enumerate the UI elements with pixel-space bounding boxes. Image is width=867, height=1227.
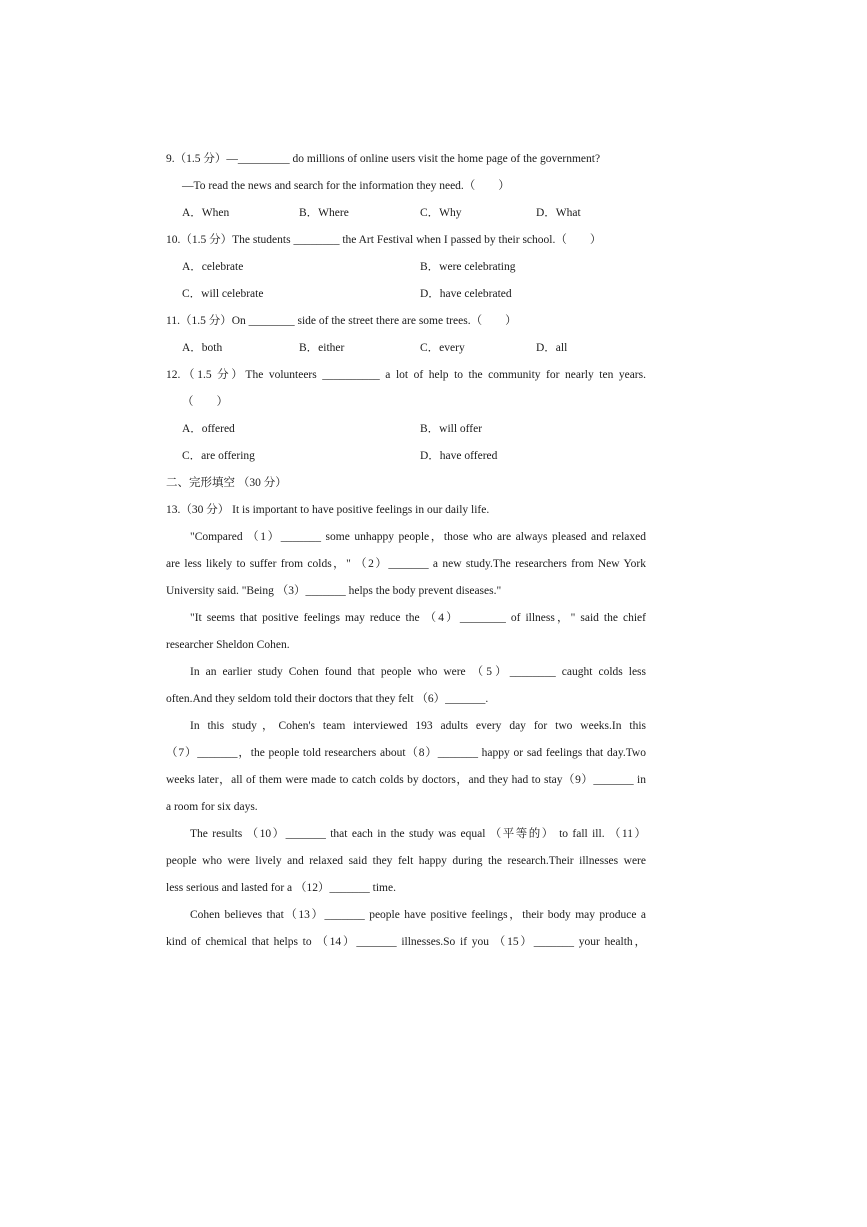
question-11-option-a: A．both — [182, 342, 223, 354]
question-10-option-c: C．will celebrate — [182, 288, 264, 300]
question-11-option-c: C．every — [420, 342, 465, 354]
question-9-option-a: A．When — [182, 207, 230, 219]
cloze-line: less serious and lasted for a （12）_______ time. — [166, 882, 396, 894]
question-9-option-b: B．Where — [299, 207, 349, 219]
cloze-line: Cohen believes that（13）_______ people have positive feelings，their body may produce a — [190, 909, 646, 921]
question-9-answer-line: —To read the news and search for the information they need.（ ） — [182, 180, 510, 192]
question-9-option-c: C．Why — [420, 207, 462, 219]
question-12-option-b: B．will offer — [420, 423, 483, 435]
question-10-option-a: A．celebrate — [182, 261, 244, 273]
question-12-option-a: A．offered — [182, 423, 235, 435]
question-9-stem: 9.（1.5 分）—_________ do millions of online users visit the home page of the government? — [166, 153, 601, 165]
cloze-line: University said. "Being （3）_______ helps the body prevent diseases." — [166, 585, 502, 597]
cloze-line: （7）_______，the people told researchers about（8）_______ happy or sad feelings that day.Two — [166, 747, 646, 759]
cloze-line: In this study，Cohen's team interviewed 193 adults every day for two weeks.In this — [190, 720, 646, 732]
cloze-intro: 13.（30 分） It is important to have positive feelings in our daily life. — [166, 504, 490, 516]
cloze-line: "It seems that positive feelings may reduce the （4）________ of illness，" said the chief — [190, 612, 646, 624]
cloze-line: kind of chemical that helps to （14）_______ illnesses.So if you （15）_______ your health， — [166, 936, 646, 948]
section-title: 二、完形填空 （30 分） — [166, 477, 287, 489]
cloze-line: In an earlier study Cohen found that people who were （5）________ caught colds less — [190, 666, 646, 678]
question-12-option-d: D．have offered — [420, 450, 498, 462]
cloze-line: researcher Sheldon Cohen. — [166, 639, 290, 651]
question-12-answer-paren: （ ） — [182, 396, 228, 408]
cloze-line: The results （10）_______ that each in the study was equal （平等的） to fall ill. （11） — [190, 828, 646, 840]
cloze-line: "Compared （1）_______ some unhappy people，those who are always pleased and relaxed — [190, 531, 646, 543]
cloze-line: a room for six days. — [166, 801, 258, 813]
question-9-option-d: D．What — [536, 207, 581, 219]
cloze-line: weeks later，all of them were made to catch colds by doctors，and they had to stay（9）_______ in — [166, 774, 646, 786]
question-12-option-c: C．are offering — [182, 450, 255, 462]
question-11-stem: 11.（1.5 分）On ________ side of the street there are some trees.（ ） — [166, 315, 517, 327]
question-10-option-b: B．were celebrating — [420, 261, 516, 273]
question-11-option-b: B．either — [299, 342, 345, 354]
question-10-option-d: D．have celebrated — [420, 288, 512, 300]
question-12-stem: 12.（1.5 分）The volunteers __________ a lot of help to the community for nearly ten years. — [166, 369, 646, 381]
question-11-option-d: D．all — [536, 342, 568, 354]
cloze-line: are less likely to suffer from colds，" （2）_______ a new study.The researchers from New York — [166, 558, 646, 570]
question-10-stem: 10.（1.5 分）The students ________ the Art Festival when I passed by their school.（ ） — [166, 234, 602, 246]
cloze-line: often.And they seldom told their doctors that they felt （6）_______. — [166, 693, 489, 705]
cloze-line: people who were lively and relaxed said they felt happy during the research.Their illnesses were — [166, 855, 646, 867]
